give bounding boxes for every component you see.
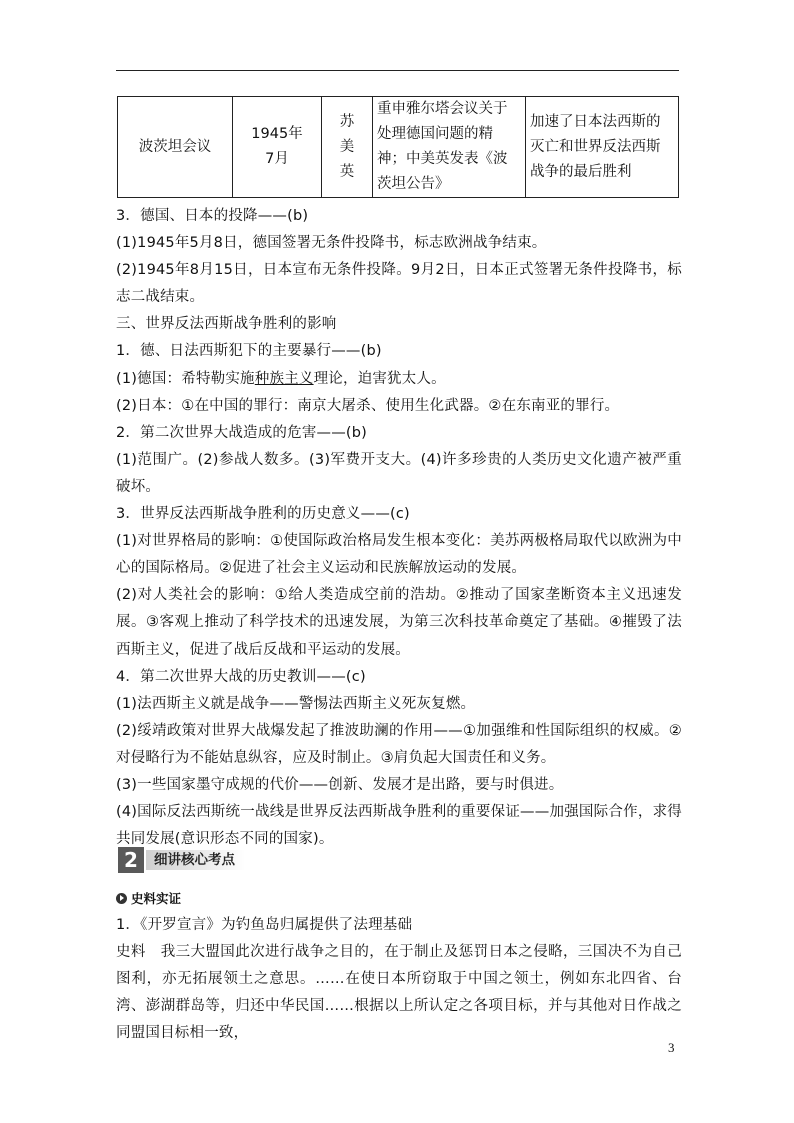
- conference-parties-cell: [322, 97, 373, 198]
- header-rule: [116, 70, 679, 71]
- source-excerpt: 史料 我三大盟国此次进行战争之目的，在于制止及惩罚日本之侵略，三国决不为自己图利，亦无拓展领土之意思。……在使日本所窃取于中国之领土，例如东北四省、台湾、澎湖群岛等，归还中华民国……根据以上所认定之各项目标，并与其他对日作战之同盟国目标相一致，: [116, 944, 682, 1042]
- heading-surrender: 3．德国、日本的投降——(b): [116, 208, 309, 224]
- conference-effect-cell: 加速了日本法西斯的灭亡和世界反法西斯战争的最后胜利: [526, 97, 679, 198]
- heading-significance: 3．世界反法西斯战争胜利的历史意义——(c): [116, 506, 410, 523]
- germany-prefix: (1)德国：希特勒实施: [116, 370, 255, 387]
- heading-lessons: 4．第二次世界大战的历史教训——(c): [116, 668, 366, 685]
- heading-cairo: 1．《开罗宣言》为钓鱼岛归属提供了法理基础: [116, 917, 413, 933]
- body-text-2: [116, 912, 682, 1047]
- conference-content-cell: 重申雅尔塔会议关于处理德国问题的精神；中美英发表《波茨坦公告》: [373, 97, 526, 198]
- subheading: [116, 889, 181, 907]
- germany-suffix: 理论，迫害犹太人。: [313, 370, 446, 387]
- paragraph: (2)日本：①在中国的罪行：南京大屠杀、使用生化武器。②在东南亚的罪行。: [116, 397, 620, 414]
- body-text: [116, 203, 682, 853]
- date-line-1: 1945年: [251, 126, 303, 142]
- paragraph: (1)1945年5月8日，德国签署无条件投降书，标志欧洲战争结束。: [116, 235, 547, 252]
- paragraph: (1)对世界格局的影响：①使国际政治格局发生根本变化：美苏两极格局取代以欧洲为中心的国际格局。②促进了社会主义运动和民族解放运动的发展。: [116, 533, 682, 577]
- play-bullet-icon: [116, 893, 127, 904]
- page-number: 3: [668, 1040, 675, 1055]
- party-2: 美: [339, 138, 355, 155]
- party-1: 苏: [339, 113, 355, 130]
- section-heading-impact: 三、世界反法西斯战争胜利的影响: [116, 316, 337, 333]
- subheading-label: 史料实证: [131, 891, 182, 906]
- heading-harm: 2．第二次世界大战造成的危害——(b): [116, 424, 368, 441]
- date-line-2: 7月: [265, 151, 289, 167]
- paragraph: (3)一些国家墨守成规的代价——创新、发展才是出路，要与时俱进。: [116, 776, 564, 793]
- paragraph: (1)法西斯主义就是战争——警惕法西斯主义死灰复燃。: [116, 695, 476, 712]
- heading-atrocities: 1．德、日法西斯犯下的主要暴行——(b): [116, 343, 382, 360]
- section-number-badge: 2: [118, 847, 144, 873]
- section-header: [118, 847, 258, 873]
- paragraph: (1)范围广。(2)参战人数多。(3)军费开支大。(4)许多珍贵的人类历史文化遗产被严重破坏。: [116, 451, 682, 495]
- underlined-term: 种族主义: [254, 370, 314, 387]
- paragraph: (2)绥靖政策对世界大战爆发起了推波助澜的作用——①加强维和性国际组织的权威。②对侵略行为不能姑息纵容，应及时制止。③肩负起大国责任和义务。: [116, 722, 682, 766]
- conference-table: [117, 96, 679, 198]
- paragraph: (4)国际反法西斯统一战线是世界反法西斯战争胜利的重要保证——加强国际合作，求得共同发展(意识形态不同的国家)。: [116, 804, 682, 848]
- table-row: [118, 97, 679, 198]
- conference-name-cell: 波茨坦会议: [118, 97, 233, 198]
- paragraph: (2)1945年8月15日，日本宣布无条件投降。9月2日，日本正式签署无条件投降书，标志二战结束。: [116, 262, 682, 306]
- paragraph: (2)对人类社会的影响：①给人类造成空前的浩劫。②推动了国家垄断资本主义迅速发展。③客观上推动了科学技术的迅速发展，为第三次科技革命奠定了基础。④摧毁了法西斯主义，促进了战后反战和平运动的发展。: [116, 587, 682, 658]
- section-title: 细讲核心考点: [146, 850, 245, 870]
- party-3: 英: [339, 163, 355, 180]
- conference-date-cell: [233, 97, 322, 198]
- paragraph-germany: [116, 366, 682, 393]
